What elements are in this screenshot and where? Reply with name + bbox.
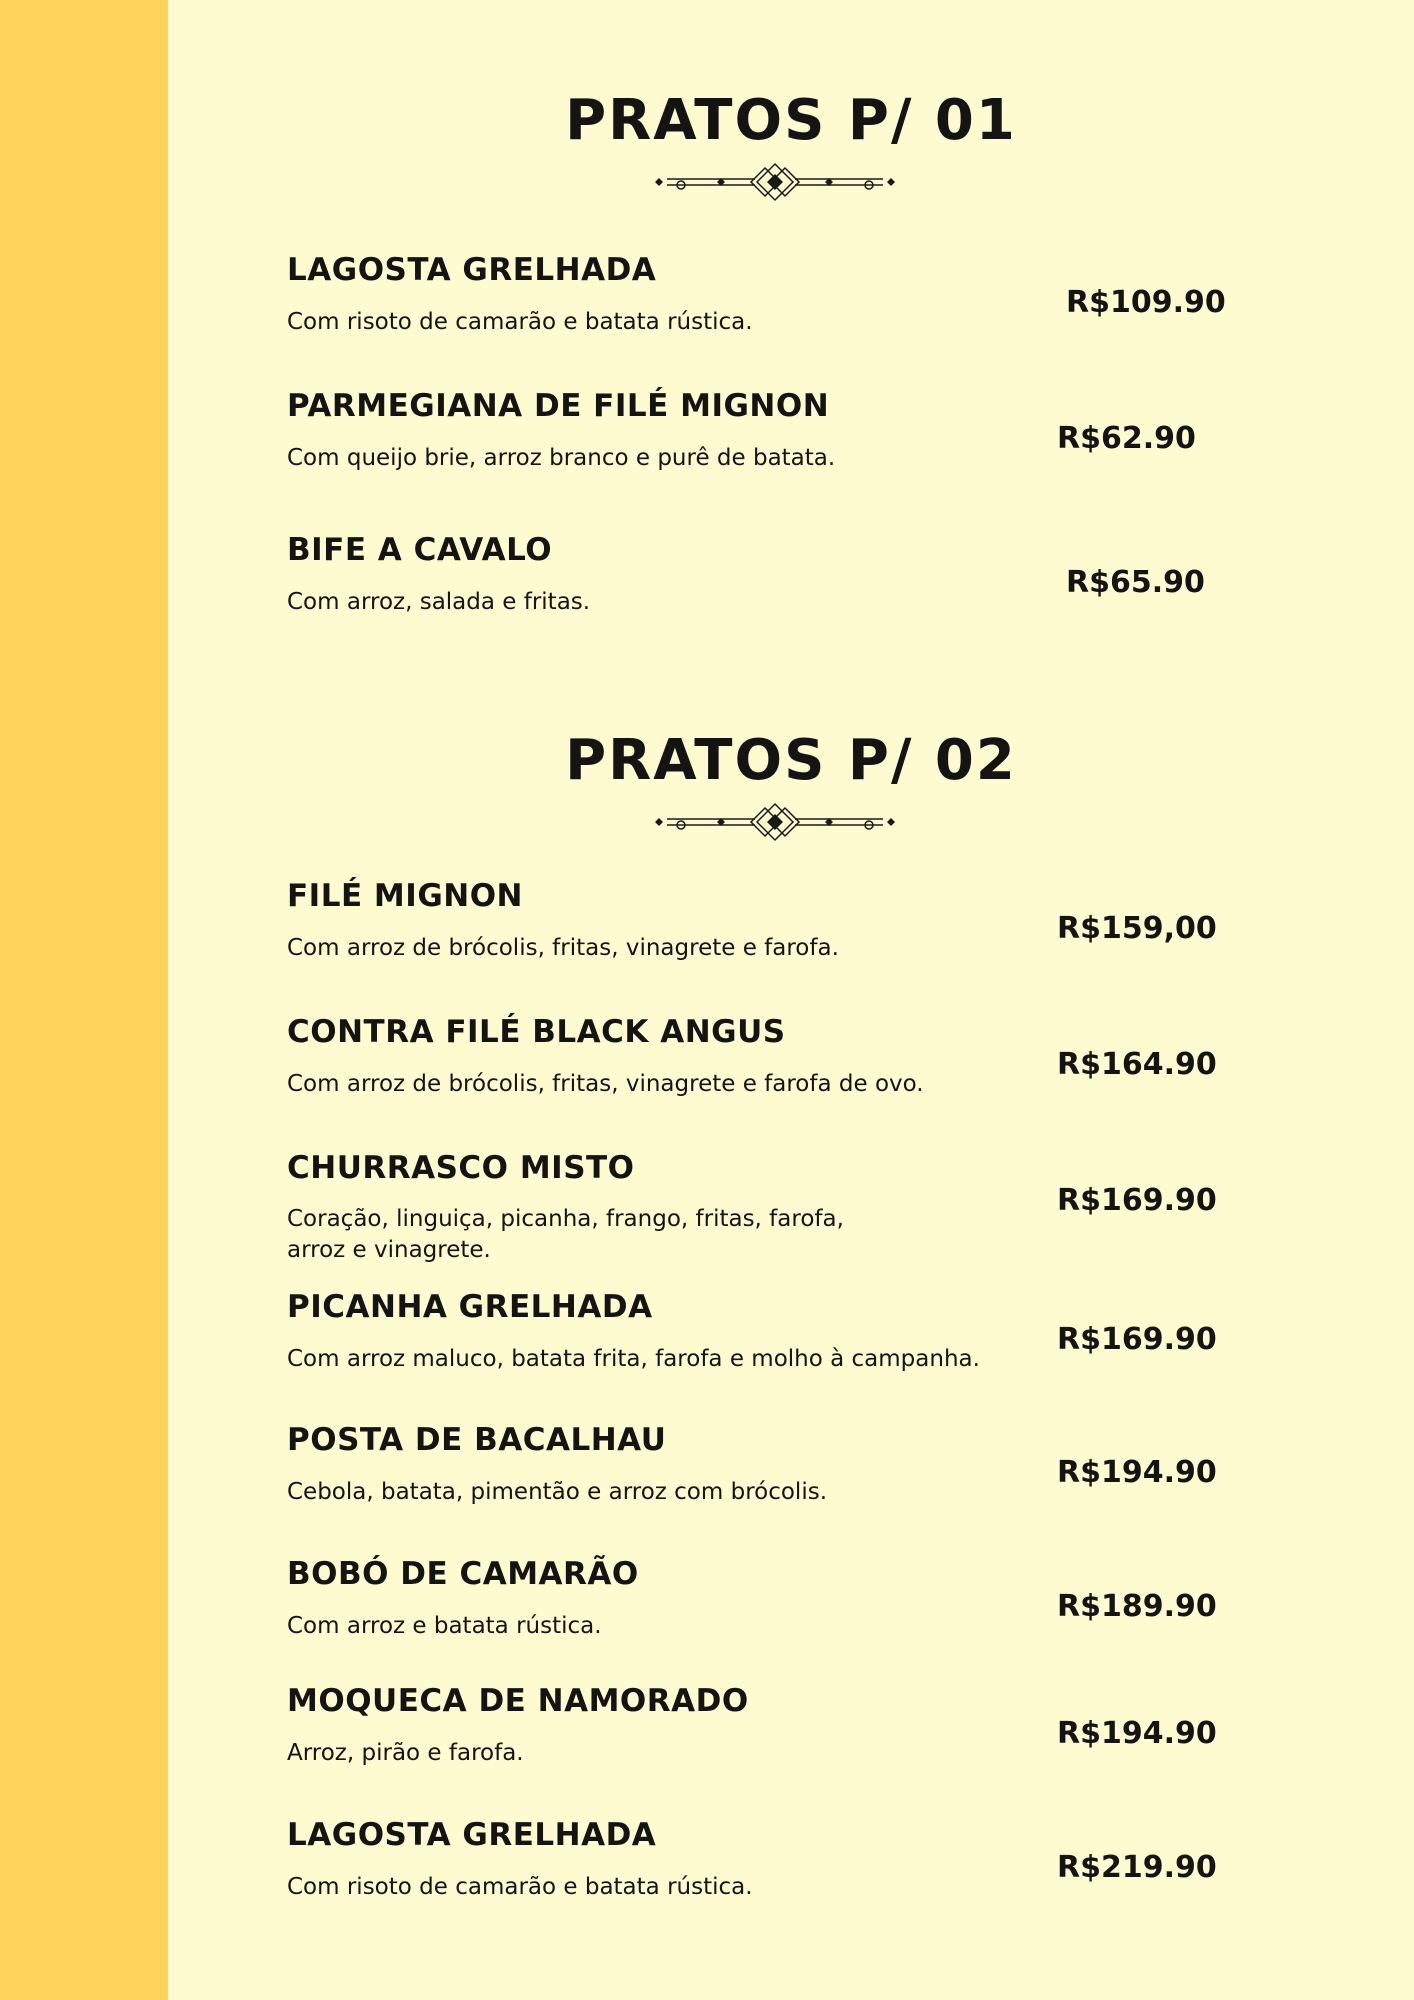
menu-item-name: BOBÓ DE CAMARÃO: [287, 1556, 639, 1592]
section-title-pratos-01: PRATOS P/ 01: [565, 88, 1017, 153]
menu-item-name: PARMEGIANA DE FILÉ MIGNON: [287, 388, 830, 424]
menu-item-description: Com arroz de brócolis, fritas, vinagrete e farofa de ovo.: [287, 1071, 924, 1097]
menu-item-description: Com risoto de camarão e batata rústica.: [287, 309, 753, 335]
menu-item-price: R$164.90: [1057, 1047, 1217, 1082]
menu-item-price: R$194.90: [1057, 1716, 1217, 1751]
menu-item-name: LAGOSTA GRELHADA: [287, 252, 657, 288]
menu-item-name: FILÉ MIGNON: [287, 878, 524, 914]
menu-item-description: Arroz, pirão e farofa.: [287, 1740, 524, 1766]
menu-item-name: MOQUECA DE NAMORADO: [287, 1683, 749, 1719]
menu-item-price: R$62.90: [1057, 421, 1196, 456]
menu-item-name: BIFE A CAVALO: [287, 532, 553, 568]
menu-item-description: Com arroz maluco, batata frita, farofa e molho à campanha.: [287, 1346, 980, 1372]
menu-item-price: R$194.90: [1057, 1455, 1217, 1490]
menu-item-name: LAGOSTA GRELHADA: [287, 1817, 657, 1853]
menu-item-price: R$169.90: [1057, 1183, 1217, 1218]
menu-item-name: PICANHA GRELHADA: [287, 1289, 653, 1325]
menu-item-price: R$189.90: [1057, 1589, 1217, 1624]
sidebar-accent-bar: [0, 0, 168, 2000]
menu-item-price: R$219.90: [1057, 1850, 1217, 1885]
menu-item-price: R$169.90: [1057, 1322, 1217, 1357]
ornament-divider-icon: [645, 162, 905, 202]
menu-item-price: R$109.90: [1066, 285, 1226, 320]
menu-item-description: Com arroz e batata rústica.: [287, 1613, 602, 1639]
menu-item-name: CONTRA FILÉ BLACK ANGUS: [287, 1014, 786, 1050]
menu-item-description: Com queijo brie, arroz branco e purê de batata.: [287, 445, 836, 471]
section-title-pratos-02: PRATOS P/ 02: [565, 728, 1017, 793]
menu-item-price: R$65.90: [1066, 565, 1205, 600]
menu-item-name: CHURRASCO MISTO: [287, 1150, 635, 1186]
menu-item-description: Com arroz, salada e fritas.: [287, 589, 591, 615]
menu-item-description: Com risoto de camarão e batata rústica.: [287, 1874, 753, 1900]
menu-item-name: POSTA DE BACALHAU: [287, 1422, 667, 1458]
menu-item-price: R$159,00: [1057, 911, 1217, 946]
menu-item-description: Cebola, batata, pimentão e arroz com brócolis.: [287, 1479, 828, 1505]
ornament-divider-icon: [645, 802, 905, 842]
menu-item-description: Coração, linguiça, picanha, frango, fritas, farofa, arroz e vinagrete.: [287, 1206, 844, 1263]
menu-item-description: Com arroz de brócolis, fritas, vinagrete e farofa.: [287, 935, 839, 961]
